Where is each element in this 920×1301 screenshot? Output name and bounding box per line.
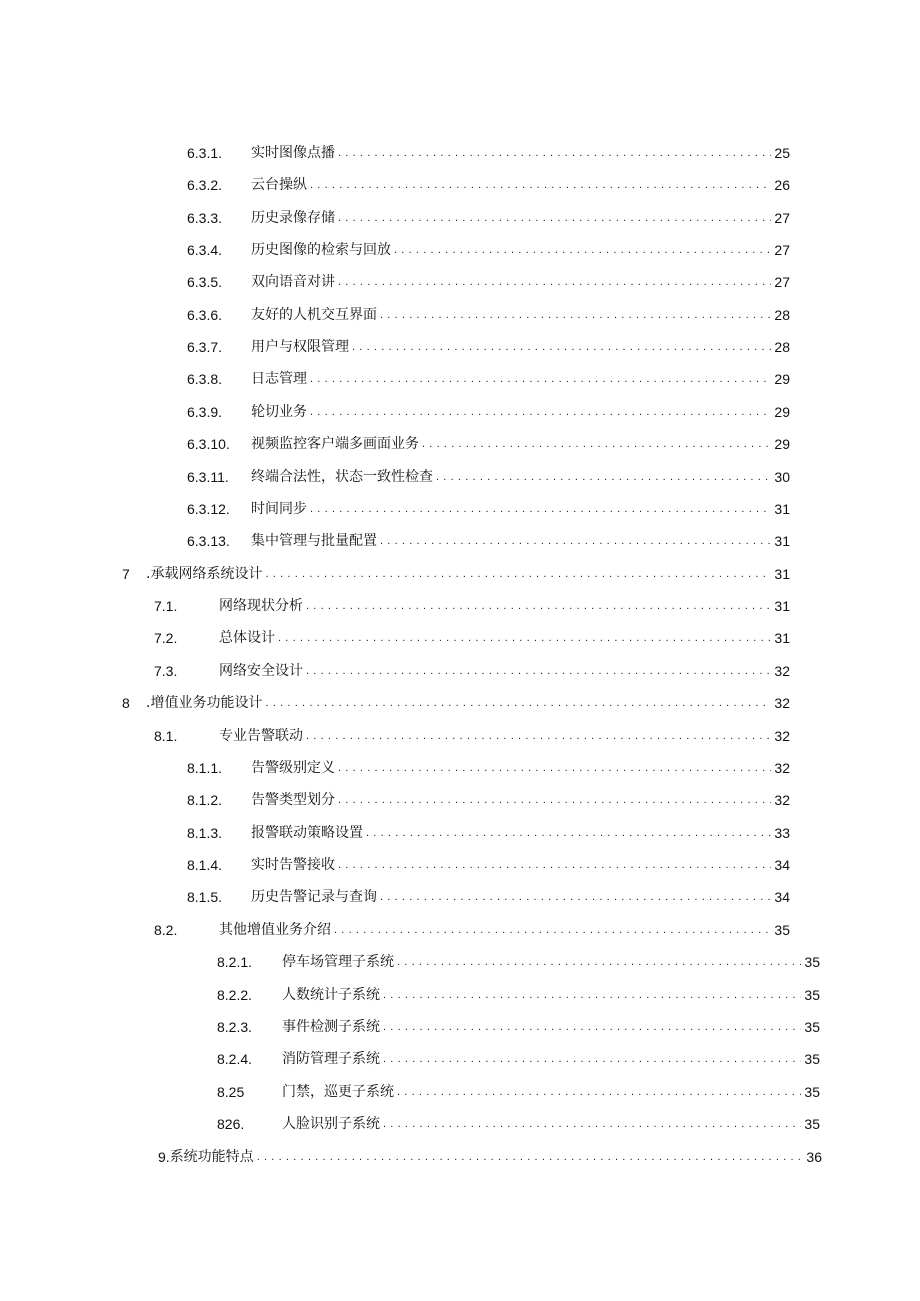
- toc-dot-leader: [334, 919, 771, 941]
- toc-entry-page: 31: [774, 630, 790, 646]
- toc-entry-title: 人数统计子系统: [282, 987, 380, 1003]
- toc-entry-number: 6.3.8.: [187, 371, 223, 387]
- toc-entry-title: 终端合法性，状态一致性检查: [251, 469, 433, 485]
- toc-entry-title: 友好的人机交互界面: [251, 307, 377, 323]
- toc-entry-page: 32: [774, 728, 790, 744]
- toc-entry-number: 6.3.10.: [187, 436, 230, 452]
- toc-entry-number: 8.2.3.: [217, 1019, 253, 1035]
- toc-entry-title: 历史录像存储: [251, 210, 335, 226]
- toc-entry-number: 7.1.: [154, 598, 178, 614]
- toc-entry-number: 8.1.3.: [187, 825, 223, 841]
- toc-dot-leader: [383, 984, 801, 1006]
- toc-dot-leader: [338, 789, 771, 811]
- toc-entry-number: 8.1.: [154, 728, 178, 744]
- toc-entry[interactable]: [187, 142, 790, 164]
- toc-entry-title: 集中管理与批量配置: [251, 533, 377, 549]
- toc-dot-leader: [394, 239, 771, 261]
- toc-entry-title: 人脸识别子系统: [282, 1116, 380, 1132]
- toc-entry-number: 8.2.: [154, 922, 178, 938]
- toc-entry[interactable]: [187, 239, 790, 261]
- toc-entry-number: 8.2.4.: [217, 1051, 253, 1067]
- toc-entry-title: 系统功能特点: [169, 1149, 254, 1165]
- toc-entry-number: 8.1.4.: [187, 857, 223, 873]
- toc-dot-leader: [338, 271, 771, 293]
- toc-entry[interactable]: [187, 466, 790, 488]
- toc-entry-title: 事件检测子系统: [282, 1019, 380, 1035]
- toc-dot-leader: [310, 368, 771, 390]
- toc-entry-number: 6.3.5.: [187, 274, 223, 290]
- toc-entry-page: 31: [774, 533, 790, 549]
- toc-entry-number: 6.3.9.: [187, 404, 223, 420]
- toc-entry-title: 告警级别定义: [251, 760, 335, 776]
- toc-entry[interactable]: [187, 498, 790, 520]
- toc-entry-number: 7.3.: [154, 663, 178, 679]
- toc-entry[interactable]: [187, 336, 790, 358]
- toc-entry-number: 6.3.12.: [187, 501, 230, 517]
- toc-entry[interactable]: [154, 725, 790, 747]
- toc-entry-number: 7.2.: [154, 630, 178, 646]
- toc-entry-page: 31: [774, 501, 790, 517]
- toc-entry-page: 36: [806, 1149, 822, 1165]
- toc-entry[interactable]: [187, 174, 790, 196]
- toc-entry-number: 8.1.5.: [187, 889, 223, 905]
- toc-entry-title: 报警联动策略设置: [251, 825, 363, 841]
- toc-entry[interactable]: [154, 627, 790, 649]
- toc-entry-page: 29: [774, 436, 790, 452]
- toc-entry-page: 32: [774, 792, 790, 808]
- toc-entry-number: 6.3.6.: [187, 307, 223, 323]
- toc-entry-title: 总体设计: [219, 630, 275, 646]
- toc-dot-leader: [310, 174, 771, 196]
- toc-chapter[interactable]: [122, 563, 790, 585]
- toc-dot-leader: [310, 401, 771, 423]
- toc-entry-number: 6.3.2.: [187, 177, 223, 193]
- toc-dot-leader: [397, 1081, 801, 1103]
- toc-entry[interactable]: [187, 822, 790, 844]
- toc-entry-number: 6.3.11.: [187, 469, 229, 485]
- toc-dot-leader: [265, 563, 771, 585]
- toc-entry-page: 34: [774, 889, 790, 905]
- toc-entry[interactable]: [217, 1113, 820, 1135]
- toc-entry-page: 32: [774, 695, 790, 711]
- toc-entry-title: 网络现状分析: [219, 598, 303, 614]
- toc-entry-page: 32: [774, 760, 790, 776]
- toc-dot-leader: [338, 757, 771, 779]
- toc-dot-leader: [383, 1016, 801, 1038]
- toc-entry-number: 8.25: [217, 1084, 245, 1100]
- toc-entry-title: 实时告警接收: [251, 857, 335, 873]
- toc-entry-number: 8.1.1.: [187, 760, 223, 776]
- toc-entry[interactable]: [217, 1016, 820, 1038]
- toc-entry-page: 32: [774, 663, 790, 679]
- toc-entry[interactable]: [217, 1081, 820, 1103]
- toc-entry-page: 35: [804, 987, 820, 1003]
- toc-dot-leader: [352, 336, 771, 358]
- toc-entry-page: 29: [774, 404, 790, 420]
- toc-entry-page: 33: [774, 825, 790, 841]
- toc-entry-number: 8.2.2.: [217, 987, 253, 1003]
- toc-entry[interactable]: [187, 368, 790, 390]
- toc-entry[interactable]: [187, 854, 790, 876]
- toc-entry[interactable]: [217, 1048, 820, 1070]
- toc-entry-page: 28: [774, 307, 790, 323]
- toc-dot-leader: [380, 530, 771, 552]
- toc-entry-title: 专业告警联动: [219, 728, 303, 744]
- toc-dot-leader: [338, 854, 771, 876]
- toc-entry-title: .承载网络系统设计: [146, 566, 263, 582]
- toc-entry-page: 31: [774, 566, 790, 582]
- toc-entry[interactable]: [187, 207, 790, 229]
- toc-dot-leader: [306, 725, 771, 747]
- toc-entry-page: 35: [804, 1084, 820, 1100]
- toc-entry-title: 历史告警记录与查询: [251, 889, 377, 905]
- toc-entry[interactable]: [217, 951, 820, 973]
- toc-entry-title: 门禁，巡更子系统: [282, 1084, 394, 1100]
- toc-entry-title: 网络安全设计: [219, 663, 303, 679]
- toc-entry-title: 时间同步: [251, 501, 307, 517]
- toc-dot-leader: [383, 1113, 801, 1135]
- toc-entry-page: 25: [774, 145, 790, 161]
- toc-entry-page: 27: [774, 242, 790, 258]
- toc-entry-title: 其他增值业务介绍: [219, 922, 331, 938]
- toc-entry-page: 29: [774, 371, 790, 387]
- toc-dot-leader: [397, 951, 801, 973]
- toc-dot-leader: [422, 433, 771, 455]
- toc-entry-number: 7: [122, 566, 130, 582]
- toc-entry-number: 8: [122, 695, 130, 711]
- toc-dot-leader: [306, 595, 771, 617]
- toc-entry[interactable]: [187, 789, 790, 811]
- toc-entry-page: 35: [774, 922, 790, 938]
- toc-entry-number: 6.3.3.: [187, 210, 223, 226]
- toc-dot-leader: [366, 822, 771, 844]
- toc-entry-page: 26: [774, 177, 790, 193]
- toc-chapter[interactable]: [122, 692, 790, 714]
- toc-entry[interactable]: [187, 433, 790, 455]
- toc-entry-title: 双向语音对讲: [251, 274, 335, 290]
- toc-entry-page: 27: [774, 210, 790, 226]
- toc-entry-title: 云台操纵: [251, 177, 307, 193]
- toc-dot-leader: [380, 304, 771, 326]
- toc-entry[interactable]: [187, 271, 790, 293]
- toc-entry[interactable]: [187, 401, 790, 423]
- toc-entry-number: 6.3.7.: [187, 339, 223, 355]
- toc-entry-number: 826.: [217, 1116, 245, 1132]
- toc-entry-title: .增值业务功能设计: [146, 695, 263, 711]
- toc-entry-title: 日志管理: [251, 371, 307, 387]
- toc-entry-title: 轮切业务: [251, 404, 307, 420]
- toc-entry-page: 27: [774, 274, 790, 290]
- toc-entry[interactable]: [187, 530, 790, 552]
- toc-entry-number: 8.2.1.: [217, 954, 253, 970]
- toc-entry-title: 实时图像点播: [251, 145, 335, 161]
- toc-dot-leader: [338, 142, 771, 164]
- toc-dot-leader: [265, 692, 771, 714]
- toc-dot-leader: [436, 466, 771, 488]
- toc-entry-number: 6.3.4.: [187, 242, 223, 258]
- toc-entry-number: 9.: [158, 1149, 170, 1165]
- toc-entry-number: 8.1.2.: [187, 792, 223, 808]
- toc-chapter[interactable]: [158, 1146, 822, 1168]
- toc-entry-title: 消防管理子系统: [282, 1051, 380, 1067]
- toc-entry-page: 34: [774, 857, 790, 873]
- toc-entry[interactable]: [217, 984, 820, 1006]
- toc-dot-leader: [338, 207, 771, 229]
- toc-entry-title: 告警类型划分: [251, 792, 335, 808]
- toc-entry-page: 31: [774, 598, 790, 614]
- toc-entry[interactable]: [187, 304, 790, 326]
- toc-dot-leader: [278, 627, 771, 649]
- toc-dot-leader: [383, 1048, 801, 1070]
- toc-entry-page: 28: [774, 339, 790, 355]
- toc-dot-leader: [310, 498, 771, 520]
- toc-entry-title: 用户与权限管理: [251, 339, 349, 355]
- toc-entry-number: 6.3.13.: [187, 533, 230, 549]
- toc-entry-page: 35: [804, 1051, 820, 1067]
- toc-dot-leader: [306, 660, 771, 682]
- toc-entry-title: 视频监控客户端多画面业务: [251, 436, 419, 452]
- toc-entry[interactable]: [187, 886, 790, 908]
- toc-entry[interactable]: [154, 595, 790, 617]
- toc-dot-leader: [257, 1146, 804, 1168]
- toc-entry-title: 停车场管理子系统: [282, 954, 394, 970]
- toc-entry-page: 35: [804, 1116, 820, 1132]
- toc-entry-number: 6.3.1.: [187, 145, 223, 161]
- toc-entry-title: 历史图像的检索与回放: [251, 242, 391, 258]
- toc-entry-page: 30: [774, 469, 790, 485]
- toc-entry[interactable]: [187, 757, 790, 779]
- toc-entry[interactable]: [154, 919, 790, 941]
- toc-entry[interactable]: [154, 660, 790, 682]
- toc-dot-leader: [380, 886, 771, 908]
- toc-entry-page: 35: [804, 954, 820, 970]
- toc-entry-page: 35: [804, 1019, 820, 1035]
